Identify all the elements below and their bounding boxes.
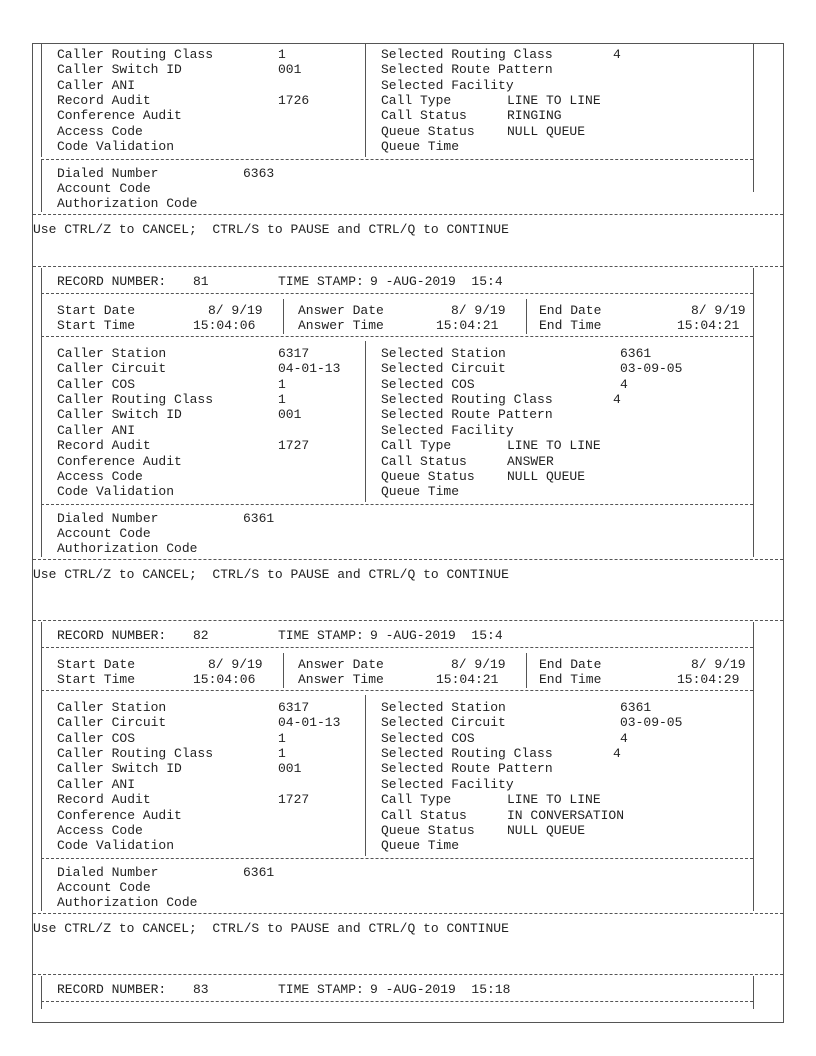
authorization_code-row <box>33 895 783 910</box>
caller_circuit-row <box>33 361 783 376</box>
queue_status-value: NULL QUEUE <box>507 822 586 838</box>
conference_audit-label: Conference Audit <box>57 453 182 469</box>
code_validation-label: Code Validation <box>57 838 175 854</box>
time-stamp-value: 9 -AUG-2019 15:4 <box>370 628 503 643</box>
record_audit-row <box>33 792 783 807</box>
record_audit-value: 1727 <box>278 438 310 454</box>
record_audit-label: Record Audit <box>57 438 151 454</box>
record_audit-label: Record Audit <box>57 792 151 808</box>
selected_routing_class-label: Selected Routing Class <box>381 392 553 408</box>
account_code-row <box>33 526 783 541</box>
prompt-row <box>33 567 783 582</box>
selected_routing_class-label: Selected Routing Class <box>381 746 553 762</box>
caller_switch_id-value: 001 <box>278 407 302 423</box>
account_code-row <box>33 181 783 196</box>
record_audit-row <box>33 438 783 453</box>
start-date-label: Start Date <box>57 303 136 318</box>
selected_station-value: 6361 <box>620 700 652 715</box>
start-date-value: 8/ 9/19 <box>208 303 263 318</box>
authorization_code-label: Authorization Code <box>57 895 198 911</box>
call_type-value: LINE TO LINE <box>507 792 601 808</box>
caller_circuit-label: Caller Circuit <box>57 361 167 377</box>
call_status-value: IN CONVERSATION <box>507 807 625 823</box>
vertical-rule <box>41 268 42 557</box>
authorization_code-row <box>33 196 783 211</box>
caller_cos-value: 1 <box>278 730 286 746</box>
caller_switch_id-row <box>33 761 783 776</box>
dialed_number-row <box>33 865 783 880</box>
dashed-rule <box>33 913 783 914</box>
vertical-rule <box>365 341 366 502</box>
selected_route_pattern-label: Selected Route Pattern <box>381 407 553 423</box>
caller_routing_class-row <box>33 47 783 62</box>
answer-time-label: Answer Time <box>298 318 384 333</box>
dashed-rule <box>41 690 753 691</box>
caller_station-value: 6317 <box>278 346 310 361</box>
call_status-label: Call Status <box>381 453 467 469</box>
end-date-label: End Date <box>539 657 602 672</box>
dialed_number-label: Dialed Number <box>57 165 159 181</box>
vertical-rule <box>283 653 284 688</box>
record_audit-value: 1726 <box>278 93 310 109</box>
selected_facility-label: Selected Facility <box>381 776 514 792</box>
access_code-row <box>33 469 783 484</box>
caller_routing_class-label: Caller Routing Class <box>57 47 214 62</box>
dialed-number-value: 6363 <box>243 165 275 181</box>
vertical-rule <box>753 268 754 557</box>
dialed-number-value: 6361 <box>243 864 275 880</box>
dialed_number-row <box>33 511 783 526</box>
queue_status-label: Queue Status <box>381 822 475 838</box>
record-number-value: 83 <box>193 982 209 997</box>
access_code-label: Access Code <box>57 822 143 838</box>
caller_routing_class-value: 1 <box>278 746 286 762</box>
caller_circuit-label: Caller Circuit <box>57 715 167 731</box>
selected_cos-value: 4 <box>620 376 628 392</box>
dashed-rule <box>33 214 783 215</box>
caller_circuit-row <box>33 715 783 730</box>
start-time-value: 15:04:06 <box>193 672 256 687</box>
terminal-printout <box>32 43 784 1023</box>
answer-date-label: Answer Date <box>298 303 384 318</box>
selected_circuit-value: 03-09-05 <box>620 361 683 377</box>
caller_circuit-value: 04-01-13 <box>278 715 341 731</box>
code_validation-label: Code Validation <box>57 484 175 500</box>
dashed-rule <box>41 858 753 859</box>
call_status-value: RINGING <box>507 108 562 124</box>
vertical-rule <box>526 653 527 688</box>
date-row <box>33 657 783 672</box>
call_type-value: LINE TO LINE <box>507 93 601 109</box>
account_code-row <box>33 880 783 895</box>
code_validation-row <box>33 838 783 853</box>
queue_status-value: NULL QUEUE <box>507 468 586 484</box>
caller_ani-row <box>33 423 783 438</box>
caller_cos-row <box>33 377 783 392</box>
selected_station-label: Selected Station <box>381 700 506 715</box>
caller_switch_id-label: Caller Switch ID <box>57 407 182 423</box>
time-stamp-value: 9 -AUG-2019 15:4 <box>370 274 503 289</box>
call_type-label: Call Type <box>381 93 452 109</box>
time-row <box>33 318 783 333</box>
vertical-rule <box>41 159 42 212</box>
prompt-row <box>33 222 783 237</box>
selected_route_pattern-label: Selected Route Pattern <box>381 761 553 777</box>
access_code-row <box>33 823 783 838</box>
dialed_number-label: Dialed Number <box>57 864 159 880</box>
time-stamp-value: 9 -AUG-2019 15:18 <box>370 982 511 997</box>
record-header <box>33 628 783 643</box>
selected_facility-label: Selected Facility <box>381 77 514 93</box>
caller_cos-label: Caller COS <box>57 730 136 746</box>
access_code-row <box>33 124 783 139</box>
caller_switch_id-value: 001 <box>278 62 302 78</box>
vertical-rule <box>753 976 754 1009</box>
start-time-label: Start Time <box>57 318 136 333</box>
selected_routing_class-value: 4 <box>613 746 621 762</box>
caller_routing_class-row <box>33 746 783 761</box>
queue_time-label: Queue Time <box>381 838 460 854</box>
queue_time-label: Queue Time <box>381 484 460 500</box>
answer-time-label: Answer Time <box>298 672 384 687</box>
caller_station-value: 6317 <box>278 700 310 715</box>
vertical-rule <box>753 622 754 911</box>
start-time-value: 15:04:06 <box>193 318 256 333</box>
call_type-label: Call Type <box>381 792 452 808</box>
answer-date-label: Answer Date <box>298 657 384 672</box>
selected_circuit-value: 03-09-05 <box>620 715 683 731</box>
queue_status-label: Queue Status <box>381 468 475 484</box>
dialed-number-value: 6361 <box>243 510 275 526</box>
end-time-value: 15:04:21 <box>677 318 740 333</box>
call_type-label: Call Type <box>381 438 452 454</box>
caller_ani-label: Caller ANI <box>57 776 136 792</box>
dashed-rule <box>41 647 753 648</box>
time-stamp-label: TIME STAMP: <box>278 274 364 289</box>
end-time-label: End Time <box>539 672 602 687</box>
queue_status-value: NULL QUEUE <box>507 123 586 139</box>
caller_cos-label: Caller COS <box>57 376 136 392</box>
queue_time-label: Queue Time <box>381 139 460 155</box>
conference_audit-label: Conference Audit <box>57 108 182 124</box>
caller_ani-row <box>33 78 783 93</box>
caller_routing_class-value: 1 <box>278 47 286 62</box>
vertical-rule <box>41 976 42 1009</box>
selected_circuit-label: Selected Circuit <box>381 361 506 377</box>
code_validation-label: Code Validation <box>57 139 175 155</box>
caller_station-row <box>33 700 783 715</box>
code_validation-row <box>33 139 783 154</box>
time-row <box>33 672 783 687</box>
record-number-label: RECORD NUMBER: <box>57 274 167 289</box>
selected_station-label: Selected Station <box>381 346 506 361</box>
caller_switch_id-value: 001 <box>278 761 302 777</box>
dashed-rule <box>33 620 783 621</box>
record_audit-label: Record Audit <box>57 93 151 109</box>
prompt-row <box>33 921 783 936</box>
caller_cos-value: 1 <box>278 376 286 392</box>
selected_cos-label: Selected COS <box>381 730 475 746</box>
record-number-label: RECORD NUMBER: <box>57 628 167 643</box>
account_code-label: Account Code <box>57 879 151 895</box>
selected_circuit-label: Selected Circuit <box>381 715 506 731</box>
record-number-value: 81 <box>193 274 209 289</box>
caller_station-label: Caller Station <box>57 346 167 361</box>
conference_audit-row <box>33 108 783 123</box>
queue_status-label: Queue Status <box>381 123 475 139</box>
authorization_code-label: Authorization Code <box>57 541 198 557</box>
caller_routing_class-value: 1 <box>278 392 286 408</box>
caller_station-label: Caller Station <box>57 700 167 715</box>
end-date-value: 8/ 9/19 <box>691 303 746 318</box>
caller_switch_id-row <box>33 407 783 422</box>
record-header <box>33 982 783 997</box>
dashed-rule <box>41 293 753 294</box>
caller_station-row <box>33 346 783 361</box>
start-time-label: Start Time <box>57 672 136 687</box>
caller_switch_id-row <box>33 62 783 77</box>
answer-time-value: 15:04:21 <box>436 672 499 687</box>
call_status-value: ANSWER <box>507 453 554 469</box>
answer-time-value: 15:04:21 <box>436 318 499 333</box>
record_audit-value: 1727 <box>278 792 310 808</box>
call_status-label: Call Status <box>381 108 467 124</box>
dashed-rule <box>41 159 753 160</box>
date-row <box>33 303 783 318</box>
caller_switch_id-label: Caller Switch ID <box>57 761 182 777</box>
caller_routing_class-label: Caller Routing Class <box>57 746 214 762</box>
end-date-value: 8/ 9/19 <box>691 657 746 672</box>
selected_routing_class-label: Selected Routing Class <box>381 47 553 62</box>
record_audit-row <box>33 93 783 108</box>
vertical-rule <box>41 622 42 911</box>
dashed-rule <box>41 504 753 505</box>
caller_switch_id-label: Caller Switch ID <box>57 62 182 78</box>
dashed-rule <box>33 974 783 975</box>
call_type-value: LINE TO LINE <box>507 438 601 454</box>
conference_audit-row <box>33 454 783 469</box>
time-stamp-label: TIME STAMP: <box>278 982 364 997</box>
account_code-label: Account Code <box>57 180 151 196</box>
record-number-value: 82 <box>193 628 209 643</box>
access_code-label: Access Code <box>57 123 143 139</box>
selected_route_pattern-label: Selected Route Pattern <box>381 62 553 78</box>
vertical-rule <box>283 299 284 334</box>
caller_circuit-value: 04-01-13 <box>278 361 341 377</box>
authorization_code-label: Authorization Code <box>57 196 198 212</box>
start-date-label: Start Date <box>57 657 136 672</box>
dashed-rule <box>41 336 753 337</box>
caller_routing_class-row <box>33 392 783 407</box>
end-time-value: 15:04:29 <box>677 672 740 687</box>
prompt-text: Use CTRL/Z to CANCEL; CTRL/S to PAUSE and CTRL/Q to CONTINUE <box>33 920 509 936</box>
caller_ani-label: Caller ANI <box>57 77 136 93</box>
call_status-label: Call Status <box>381 807 467 823</box>
vertical-rule <box>41 44 42 157</box>
answer-date-value: 8/ 9/19 <box>451 303 506 318</box>
answer-date-value: 8/ 9/19 <box>451 657 506 672</box>
access_code-label: Access Code <box>57 468 143 484</box>
selected_cos-label: Selected COS <box>381 376 475 392</box>
record-header <box>33 274 783 289</box>
conference_audit-label: Conference Audit <box>57 807 182 823</box>
start-date-value: 8/ 9/19 <box>208 657 263 672</box>
code_validation-row <box>33 484 783 499</box>
vertical-rule <box>526 299 527 334</box>
caller_ani-row <box>33 777 783 792</box>
dashed-rule <box>33 266 783 267</box>
caller_routing_class-label: Caller Routing Class <box>57 392 214 408</box>
selected_routing_class-value: 4 <box>613 392 621 408</box>
end-date-label: End Date <box>539 303 602 318</box>
selected_routing_class-value: 4 <box>613 47 621 62</box>
selected_station-value: 6361 <box>620 346 652 361</box>
conference_audit-row <box>33 808 783 823</box>
time-stamp-label: TIME STAMP: <box>278 628 364 643</box>
dashed-rule <box>33 559 783 560</box>
dialed_number-label: Dialed Number <box>57 510 159 526</box>
caller_ani-label: Caller ANI <box>57 422 136 438</box>
dialed_number-row <box>33 166 783 181</box>
caller_cos-row <box>33 731 783 746</box>
prompt-text: Use CTRL/Z to CANCEL; CTRL/S to PAUSE and CTRL/Q to CONTINUE <box>33 221 509 237</box>
prompt-text: Use CTRL/Z to CANCEL; CTRL/S to PAUSE and CTRL/Q to CONTINUE <box>33 566 509 582</box>
vertical-rule <box>365 695 366 856</box>
record-number-label: RECORD NUMBER: <box>57 982 167 997</box>
account_code-label: Account Code <box>57 525 151 541</box>
selected_cos-value: 4 <box>620 730 628 746</box>
end-time-label: End Time <box>539 318 602 333</box>
selected_facility-label: Selected Facility <box>381 422 514 438</box>
authorization_code-row <box>33 541 783 556</box>
vertical-rule <box>365 44 366 157</box>
dashed-rule <box>41 1001 753 1002</box>
